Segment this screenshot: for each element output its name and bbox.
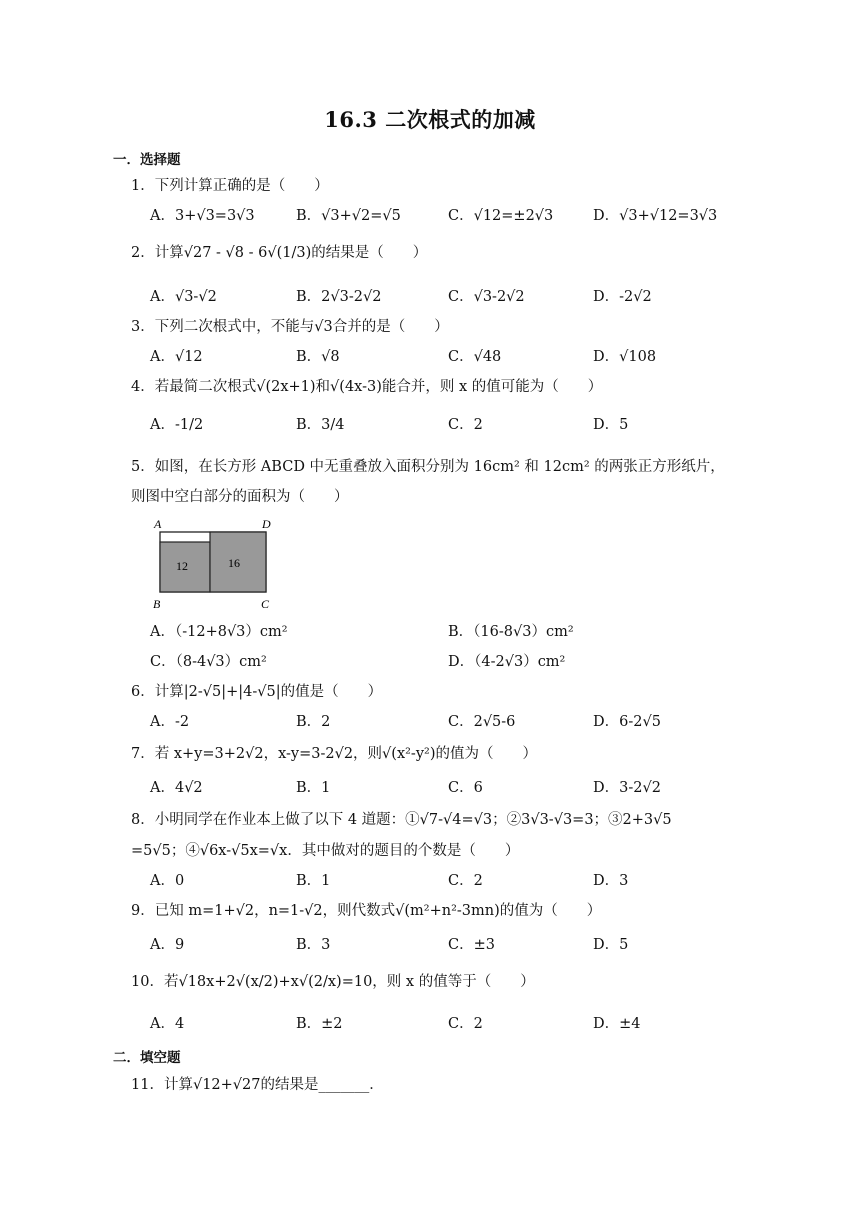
question-1-stem: 1．下列计算正确的是（ ） — [131, 178, 329, 194]
q10-option-b: B．±2 — [296, 1016, 343, 1032]
q3-option-a: A．√12 — [150, 349, 203, 365]
q6-option-b: B．2 — [296, 714, 331, 730]
vertex-b-label: B — [153, 597, 161, 611]
q10-option-c: C．2 — [448, 1016, 483, 1032]
page-title: 16.3 二次根式的加减 — [324, 107, 536, 132]
vertex-c-label: C — [261, 597, 270, 611]
q6-option-d: D．6-2√5 — [593, 714, 661, 730]
q2-option-c: C．√3-2√2 — [448, 289, 525, 305]
q9-option-a: A．9 — [150, 937, 185, 953]
q4-option-a: A．-1/2 — [150, 417, 204, 433]
vertex-a-label: A — [154, 517, 162, 531]
question-7-stem: 7．若 x+y=3+2√2，x-y=3-2√2，则√(x²-y²)的值为（ ） — [131, 746, 537, 762]
q8-option-b: B．1 — [296, 873, 331, 889]
question-4-stem: 4．若最简二次根式√(2x+1)和√(4x-3)能合并，则 x 的值可能为（ ） — [131, 379, 603, 395]
q5-option-a: A．（-12+8√3）cm² — [150, 624, 288, 640]
question-9-stem: 9．已知 m=1+√2，n=1-√2，则代数式√(m²+n²-3mn)的值为（ ） — [131, 903, 602, 919]
question-5-stem: 5．如图，在长方形 ABCD 中无重叠放入面积分别为 16cm² 和 12cm² 的两张正方形纸片，则图中空白部分的面积为（ ） — [131, 459, 725, 505]
q9-option-d: D．5 — [593, 937, 629, 953]
q3-option-d: D．√108 — [593, 349, 657, 365]
question-11-stem: 11．计算√12+√27的结果是_______． — [131, 1077, 384, 1093]
square-16-label: 16 — [228, 556, 240, 570]
question-8-stem-line1: 8．小明同学在作业本上做了以下 4 道题：①√7-√4=√3；②3√3-√3=3；③2+3√5 — [131, 812, 672, 828]
question-10-stem: 10．若√18x+2√(x/2)+x√(2/x)=10，则 x 的值等于（ ） — [131, 974, 535, 990]
q9-option-b: B．3 — [296, 937, 331, 953]
q3-option-b: B．√8 — [296, 349, 340, 365]
q4-option-b: B．3/4 — [296, 417, 345, 433]
rectangle-abcd-figure — [150, 515, 280, 615]
section-choice-heading: 一．选择题 — [113, 152, 181, 168]
question-2-stem: 2．计算√27 - √8 - 6√(1/3)的结果是（ ） — [131, 245, 428, 261]
vertex-d-label: D — [262, 517, 271, 531]
q5-option-c: C．（8-4√3）cm² — [150, 654, 267, 670]
q1-option-a: A．3+√3=3√3 — [150, 208, 255, 224]
q4-option-d: D．5 — [593, 417, 629, 433]
q1-option-d: D．√3+√12=3√3 — [593, 208, 718, 224]
q4-option-c: C．2 — [448, 417, 483, 433]
q2-option-b: B．2√3-2√2 — [296, 289, 382, 305]
q7-option-c: C．6 — [448, 780, 483, 796]
q9-option-c: C．±3 — [448, 937, 495, 953]
q10-option-d: D．±4 — [593, 1016, 641, 1032]
q8-option-d: D．3 — [593, 873, 629, 889]
q7-option-b: B．1 — [296, 780, 331, 796]
q1-option-b: B．√3+√2=√5 — [296, 208, 401, 224]
q1-option-c: C．√12=±2√3 — [448, 208, 554, 224]
q3-option-c: C．√48 — [448, 349, 502, 365]
q7-option-a: A．4√2 — [150, 780, 203, 796]
q2-option-a: A．√3-√2 — [150, 289, 217, 305]
q5-option-b: B．（16-8√3）cm² — [448, 624, 574, 640]
q2-option-d: D．-2√2 — [593, 289, 652, 305]
question-8-stem-line2: =5√5；④√6x-√5x=√x．其中做对的题目的个数是（ ） — [131, 843, 520, 859]
q6-option-c: C．2√5-6 — [448, 714, 516, 730]
question-6-stem: 6．计算|2-√5|+|4-√5|的值是（ ） — [131, 684, 383, 700]
q5-option-d: D．（4-2√3）cm² — [448, 654, 566, 670]
q6-option-a: A．-2 — [150, 714, 190, 730]
q8-option-a: A．0 — [150, 873, 185, 889]
q10-option-a: A．4 — [150, 1016, 185, 1032]
q8-option-c: C．2 — [448, 873, 483, 889]
question-3-stem: 3．下列二次根式中，不能与√3合并的是（ ） — [131, 319, 449, 335]
section-fill-heading: 二．填空题 — [113, 1050, 181, 1066]
square-12-label: 12 — [176, 559, 188, 573]
q7-option-d: D．3-2√2 — [593, 780, 661, 796]
